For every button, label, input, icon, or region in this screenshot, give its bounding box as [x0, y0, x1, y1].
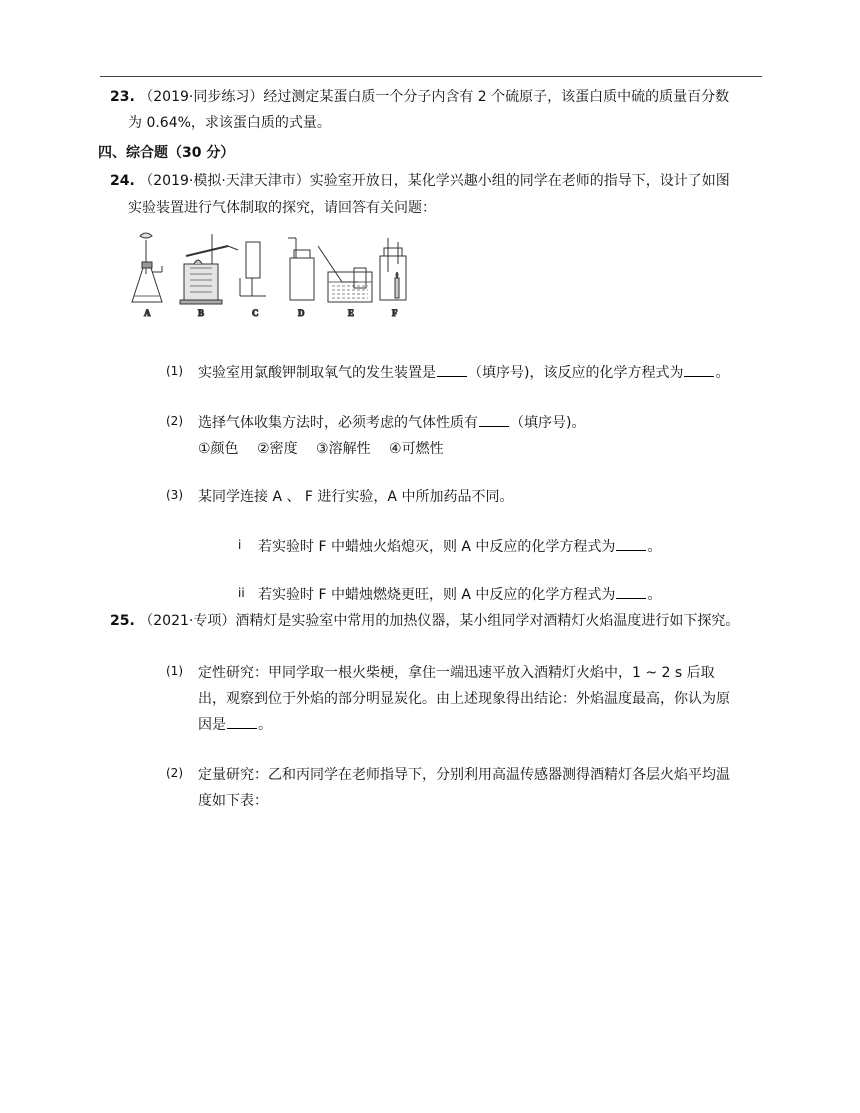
subquestion-number: ii	[238, 586, 245, 600]
subquestion-number: (1)	[166, 364, 183, 378]
figure-label: E	[348, 308, 355, 318]
answer-blank[interactable]	[616, 538, 646, 551]
question-text: 酒精灯是实验室中常用的加热仪器，某小组同学对酒精灯火焰温度进行如下探究。	[235, 613, 740, 629]
option-item: ②密度	[257, 441, 298, 457]
subquestion-24-3: 某同学连接 A 、 F 进行实验，A 中所加药品不同。	[198, 489, 514, 505]
apparatus-b-icon	[180, 234, 238, 304]
question-24-line2: 实验装置进行气体制取的探究，请回答有关问题：	[128, 200, 436, 216]
subquestion-number: (3)	[166, 488, 183, 502]
answer-blank[interactable]	[227, 716, 257, 729]
subquestion-24-3-i: 若实验时 F 中蜡烛火焰熄灭，则 A 中反应的化学方程式为 。	[258, 539, 662, 555]
answer-blank[interactable]	[479, 414, 509, 427]
subquestion-24-2: 选择气体收集方法时，必须考虑的气体性质有 （填序号)。	[198, 415, 586, 431]
question-source: （2019·同步练习）	[139, 89, 264, 105]
option-item: ①颜色	[198, 441, 239, 457]
question-text: 经过测定某蛋白质一个分子内含有 2 个硫原子，该蛋白质中硫的质量百分数	[263, 89, 730, 105]
subquestion-number: (2)	[166, 766, 183, 780]
subquestion-25-1-line3: 因是 。	[198, 717, 272, 733]
subquestion-number: (2)	[166, 414, 183, 428]
apparatus-d-icon	[288, 238, 314, 300]
subquestion-number: i	[238, 538, 242, 552]
apparatus-c-icon	[240, 242, 266, 296]
option-item: ③溶解性	[316, 441, 371, 457]
figure-label: D	[298, 308, 305, 318]
question-23-line2: 为 0.64%，求该蛋白质的式量。	[128, 115, 331, 131]
question-number: 23.	[110, 89, 135, 105]
question-number: 24.	[110, 173, 135, 189]
subquestion-25-1-line1: 定性研究：甲同学取一根火柴梗，拿住一端迅速平放入酒精灯火焰中，1 ~ 2 s 后取	[198, 665, 715, 681]
question-source: （2019·模拟·天津天津市）	[139, 173, 310, 189]
answer-blank[interactable]	[437, 364, 467, 377]
section-title: 四、综合题（30 分）	[98, 145, 235, 161]
subquestion-25-2-line1: 定量研究：乙和丙同学在老师指导下，分别利用高温传感器测得酒精灯各层火焰平均温	[198, 767, 730, 783]
header-rule	[100, 76, 762, 77]
options-row	[198, 438, 444, 458]
apparatus-figure	[128, 228, 412, 320]
subquestion-number: (1)	[166, 664, 183, 678]
question-text: 实验室开放日，某化学兴趣小组的同学在老师的指导下，设计了如图	[309, 173, 730, 189]
question-source: （2021·专项）	[139, 613, 236, 629]
subquestion-25-1-line2: 出，观察到位于外焰的部分明显炭化。由上述现象得出结论：外焰温度最高，你认为原	[198, 691, 730, 707]
apparatus-f-icon	[380, 238, 406, 300]
subquestion-24-1: 实验室用氯酸钾制取氧气的发生装置是 （填序号)，该反应的化学方程式为 。	[198, 365, 730, 381]
subquestion-24-3-ii: 若实验时 F 中蜡烛燃烧更旺，则 A 中反应的化学方程式为 。	[258, 587, 662, 603]
question-24-line1	[110, 170, 730, 190]
question-23-line1	[110, 86, 729, 106]
apparatus-e-icon	[318, 246, 372, 302]
subquestion-25-2-line2: 度如下表：	[198, 793, 268, 809]
apparatus-a-icon	[132, 233, 162, 302]
figure-label: B	[198, 308, 205, 318]
question-number: 25.	[110, 613, 135, 629]
option-item: ④可燃性	[389, 441, 444, 457]
figure-label: F	[392, 308, 398, 318]
figure-label: A	[144, 308, 151, 318]
figure-label: C	[252, 308, 259, 318]
answer-blank[interactable]	[616, 586, 646, 599]
question-25-line1	[110, 610, 739, 630]
answer-blank[interactable]	[684, 364, 714, 377]
